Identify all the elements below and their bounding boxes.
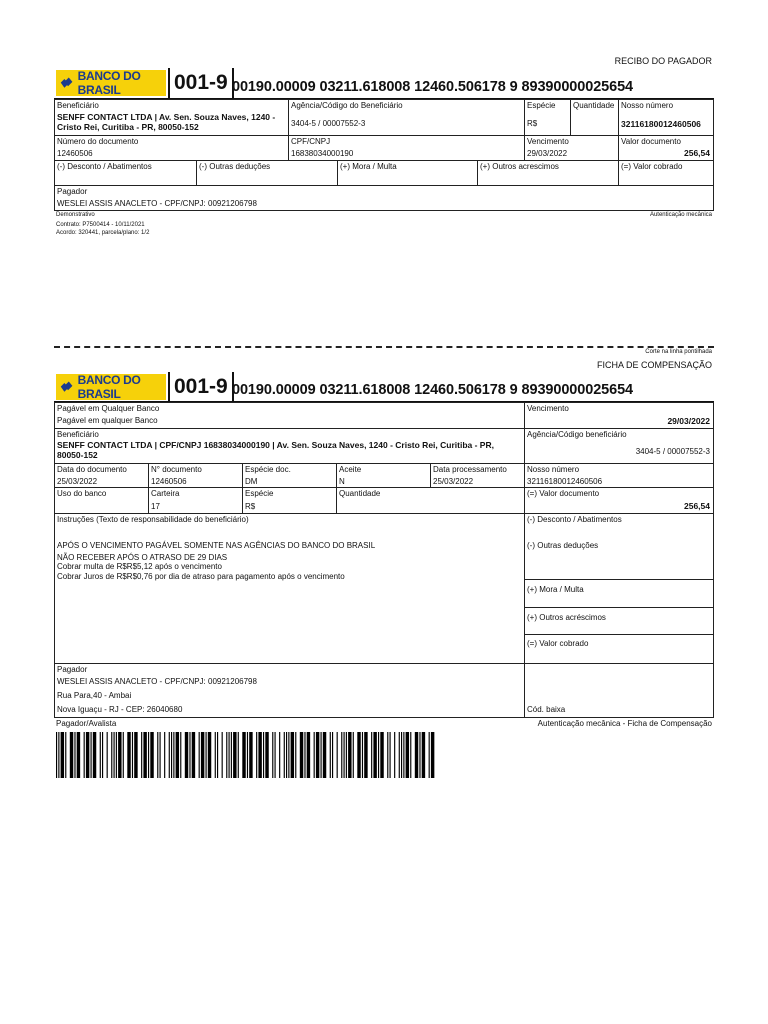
agencia-value: 3404-5 / 00007552-3 — [291, 119, 366, 128]
especie-cell — [243, 488, 337, 514]
field-label: Instruções (Texto de responsabilidade do beneficiário) — [57, 515, 249, 524]
slip-valor-cobrado-cell — [525, 635, 713, 664]
vencimento-value: 29/03/2022 — [667, 416, 710, 426]
field-label: (=) Valor documento — [527, 489, 600, 498]
instrucao-line: NÃO RECEBER APÓS O ATRASO DE 29 DIAS — [57, 553, 228, 562]
receipt-grid — [54, 99, 714, 211]
field-label: (-) Outras deduções — [199, 162, 271, 171]
bank-code: 001-9 — [168, 372, 234, 402]
numero-documento-value: 12460506 — [151, 477, 187, 486]
slip-valor-documento-cell — [525, 488, 713, 514]
slip-beneficiario-cell — [55, 429, 525, 464]
data-processamento-value: 25/03/2022 — [433, 477, 474, 486]
receipt-outros-acrescimos-cell — [478, 161, 619, 186]
carteira-cell — [149, 488, 243, 514]
numero-documento-cell — [149, 464, 243, 488]
slip-nosso-numero-cell — [525, 464, 713, 488]
aceite-cell — [337, 464, 431, 488]
field-label: (-) Desconto / Abatimentos — [527, 515, 622, 524]
agencia-value: 3404-5 / 00007552-3 — [635, 447, 710, 456]
field-label: (=) Valor cobrado — [621, 162, 683, 171]
slip-grid — [54, 402, 714, 718]
field-label: Data processamento — [433, 465, 507, 474]
numero-documento-value: 12460506 — [57, 149, 93, 158]
field-label: Aceite — [339, 465, 362, 474]
contrato-text: Contrato: P7500414 - 10/11/2021 — [56, 222, 145, 228]
slip-mora-cell — [525, 580, 713, 608]
cod-baixa-label: Cód. baixa — [527, 705, 566, 714]
vencimento-value: 29/03/2022 — [527, 149, 568, 158]
slip-pagador-cell — [55, 664, 525, 717]
field-label: Agência/Código do Beneficiário — [291, 101, 403, 110]
local-pagamento-value: Pagável em qualquer Banco — [57, 416, 158, 425]
receipt-numero-documento-cell — [55, 136, 289, 161]
field-label: Valor documento — [621, 137, 681, 146]
receipt-mora-cell — [338, 161, 478, 186]
nosso-numero-value: 32116180012460506 — [527, 477, 603, 486]
digitable-line: 00190.00009 03211.618008 12460.506178 9 89390000025654 — [232, 382, 634, 398]
field-label: (+) Mora / Multa — [340, 162, 397, 171]
beneficiario-value-line2: 80050-152 — [57, 450, 98, 460]
receipt-valor-documento-cell — [619, 136, 713, 161]
aceite-value: N — [339, 477, 345, 486]
bank-logo — [56, 374, 166, 400]
instrucao-line: APÓS O VENCIMENTO PAGÁVEL SOMENTE NAS AGÊNCIAS DO BANCO DO BRASIL — [57, 541, 376, 550]
bank-logo — [56, 70, 166, 96]
receipt-especie-cell — [525, 100, 571, 136]
field-label: (-) Outras deduções — [527, 541, 599, 550]
receipt-pagador-cell — [55, 186, 713, 210]
data-documento-value: 25/03/2022 — [57, 477, 98, 486]
carteira-value: 17 — [151, 502, 160, 511]
data-documento-cell — [55, 464, 149, 488]
receipt-quantidade-cell — [571, 100, 619, 136]
pagador-cidade: Nova Iguaçu - RJ - CEP: 26040680 — [57, 705, 183, 714]
receipt-outras-deducoes-cell — [197, 161, 338, 186]
cod-baixa-cell — [525, 664, 713, 717]
field-label: (+) Mora / Multa — [527, 585, 584, 594]
field-label: (+) Outros acrescimos — [480, 162, 559, 171]
especie-doc-value: DM — [245, 477, 258, 486]
receipt-valor-cobrado-cell — [619, 161, 713, 186]
nosso-numero-value: 32116180012460506 — [621, 119, 701, 129]
instrucoes-cell — [55, 514, 525, 664]
field-label: Quantidade — [573, 101, 615, 110]
field-label: Nosso número — [621, 101, 674, 110]
instrucao-line: Cobrar multa de R$R$5,12 após o vencimento — [57, 562, 222, 571]
instrucao-line: Cobrar Juros de R$R$0,76 por dia de atraso para pagamento após o vencimento — [57, 572, 345, 581]
bank-code: 001-9 — [168, 68, 234, 98]
receipt-vencimento-cell — [525, 136, 619, 161]
field-label: Uso do banco — [57, 489, 107, 498]
receipt-beneficiario-cell — [55, 100, 289, 136]
bb-logo-icon — [60, 379, 75, 395]
beneficiario-value: SENFF CONTACT LTDA | Av. Sen. Souza Naves, 1240 - — [57, 112, 276, 122]
data-processamento-cell — [431, 464, 525, 488]
receipt-cpf-cell — [289, 136, 525, 161]
slip-outras-deducoes-cell — [525, 536, 713, 580]
demonstrativo-label: Demonstrativo — [56, 212, 95, 218]
field-label: Espécie doc. — [245, 465, 291, 474]
especie-doc-cell — [243, 464, 337, 488]
field-label: Data do documento — [57, 465, 127, 474]
receipt-heading: RECIBO DO PAGADOR — [614, 56, 712, 66]
field-label: N° documento — [151, 465, 202, 474]
local-pagamento-cell — [55, 403, 525, 429]
quantidade-cell — [337, 488, 525, 514]
field-label: Espécie — [245, 489, 274, 498]
slip-heading: FICHA DE COMPENSAÇÃO — [596, 360, 712, 370]
receipt-nosso-numero-cell — [619, 100, 713, 136]
especie-value: R$ — [245, 502, 256, 511]
bank-logo-text: BANCO DO BRASIL — [77, 373, 141, 401]
receipt-agencia-cell — [289, 100, 525, 136]
valor-documento-value: 256,54 — [684, 148, 710, 158]
cpf-cnpj-value: 16838034000190 — [291, 149, 354, 158]
cut-line — [54, 346, 714, 348]
digitable-line: 00190.00009 03211.618008 12460.506178 9 89390000025654 — [232, 79, 634, 95]
pagador-endereco: Rua Para,40 - Ambai — [57, 691, 132, 700]
field-label: (=) Valor cobrado — [527, 639, 589, 648]
pagador-avalista-label: Pagador/Avalista — [56, 719, 117, 728]
barcode — [56, 732, 436, 778]
field-label: Vencimento — [527, 137, 569, 146]
beneficiario-value-line2: Cristo Rei, Curitiba - PR, 80050-152 — [57, 122, 199, 132]
field-label: Espécie — [527, 101, 556, 110]
field-label: Agência/Código beneficiário — [527, 430, 627, 439]
field-label: Pagador — [57, 187, 88, 196]
field-label: Beneficiário — [57, 430, 99, 439]
field-label: Pagador — [57, 665, 88, 674]
slip-vencimento-cell — [525, 403, 713, 429]
field-label: (-) Desconto / Abatimentos — [57, 162, 152, 171]
cut-line-label: Corte na linha pontilhada — [645, 349, 712, 355]
beneficiario-value: SENFF CONTACT LTDA | CPF/CNPJ 16838034000190 | Av. Sen. Souza Naves, 1240 - Cristo Rei, Curitiba - PR, — [57, 440, 494, 450]
valor-documento-value: 256,54 — [684, 501, 710, 511]
slip-agencia-cell — [525, 429, 713, 464]
uso-banco-cell — [55, 488, 149, 514]
field-label: Beneficiário — [57, 101, 99, 110]
slip-outros-acrescimos-cell — [525, 608, 713, 635]
receipt-desconto-cell — [55, 161, 197, 186]
field-label: Carteira — [151, 489, 180, 498]
bb-logo-icon — [60, 75, 75, 91]
pagador-name: WESLEI ASSIS ANACLETO - CPF/CNPJ: 00921206798 — [57, 677, 257, 686]
field-label: (+) Outros acréscimos — [527, 613, 606, 622]
especie-value: R$ — [527, 119, 538, 128]
field-label: Quantidade — [339, 489, 381, 498]
field-label: Número do documento — [57, 137, 139, 146]
autenticacao-ficha-label: Autenticação mecânica - Ficha de Compensação — [537, 719, 712, 728]
pagador-value: WESLEI ASSIS ANACLETO - CPF/CNPJ: 00921206798 — [57, 199, 257, 208]
slip-desconto-cell — [525, 514, 713, 536]
autenticacao-label: Autenticação mecânica — [649, 212, 712, 218]
field-label: Pagável em Qualquer Banco — [57, 404, 160, 413]
field-label: CPF/CNPJ — [291, 137, 331, 146]
field-label: Nosso número — [527, 465, 580, 474]
field-label: Vencimento — [527, 404, 569, 413]
bank-logo-text: BANCO DO BRASIL — [77, 69, 141, 97]
acordo-text: Acordo: 320441, parcela/plano: 1/2 — [56, 230, 150, 236]
